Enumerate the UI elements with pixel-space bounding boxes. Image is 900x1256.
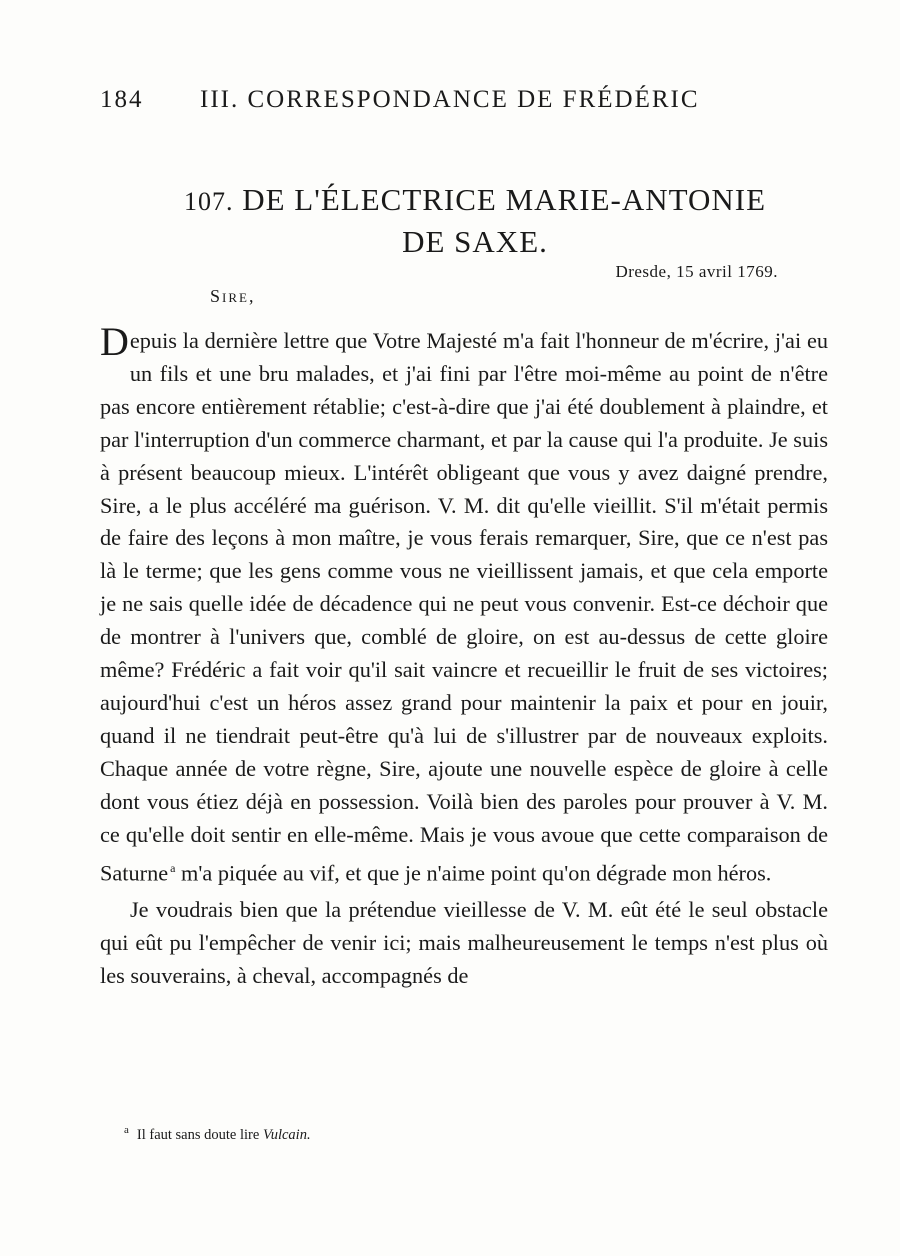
letter-title-line2: DE SAXE. (402, 224, 548, 259)
footnote-italic: Vulcain. (262, 1126, 311, 1143)
letter-body (100, 319, 828, 993)
drop-cap: D (100, 319, 129, 364)
footnote-marker: a (170, 860, 176, 875)
running-title: III. CORRESPONDANCE DE FRÉDÉRIC (200, 86, 700, 113)
paragraph-1-text-a: epuis la dernière lettre que Votre Majesté m'a fait l'honneur de m'écrire, j'ai eu un fils et une bru malades, et j'ai fini par l'être moi-même au point de n'être pas encore entièrement rétablie; c'est-à-dire que j'ai été doublement à plaindre, et par l'interruption d'un commerce charmant, et par la cause qui l'a produite. Je suis à présent beaucoup mieux. L'intérêt obligeant que vous y avez daigné prendre, Sire, a le plus accéléré ma guérison. V. M. dit qu'elle vieillit. S'il m'était permis de faire des leçons à mon maître, je vous ferais remarquer, Sire, que ce n'est pas là le terme; que les gens comme vous ne vieillissent jamais, et que cela emporte je ne sais quelle idée de décadence qui ne peut vous convenir. Est-ce déchoir que de montrer à l'univers que, comblé de gloire, on est au-dessus de cette gloire même? Frédéric a fait voir qu'il sait vaincre et recueillir le fruit de ses victoires; aujourd'hui c'est un héros assez grand pour maintenir la paix et pour en jouir, quand il ne tiendrait peut-être qu'à lui de s'illustrer par de nouveaux exploits. Chaque année de votre règne, Sire, ajoute une nouvelle espèce de gloire à celle dont vous étiez déjà en possession. Voilà bien des paroles pour prouver à V. M. ce qu'elle doit sentir en elle-même. Mais je vous avoue que cette comparaison de Saturne (100, 328, 828, 885)
paragraph-1 (100, 319, 828, 890)
running-header (100, 86, 740, 114)
letter-title-line1 (100, 180, 850, 222)
footnote-mark: a (124, 1124, 129, 1136)
dateline: Dresde, 15 avril 1769. (615, 262, 778, 281)
page-number: 184 (100, 86, 144, 113)
footnote-text: Il faut sans doute lire (136, 1126, 263, 1143)
paragraph-2: Je voudrais bien que la prétendue vieillesse de V. M. eût été le seul obstacle qui eût pu l'empêcher de venir ici; mais malheureusement le temps n'est plus où les souverains, à cheval, accompagnés de (100, 896, 828, 988)
letter-title-text1: DE L'ÉLECTRICE MARIE-ANTONIE (242, 182, 767, 217)
letter-title (100, 180, 850, 262)
paragraph-1-text-b: m'a piquée au vif, et que je n'aime point qu'on dégrade mon héros. (175, 859, 772, 885)
salutation: Sire, (210, 286, 256, 306)
footnote (124, 1124, 311, 1144)
letter-number: 107. (183, 187, 234, 216)
